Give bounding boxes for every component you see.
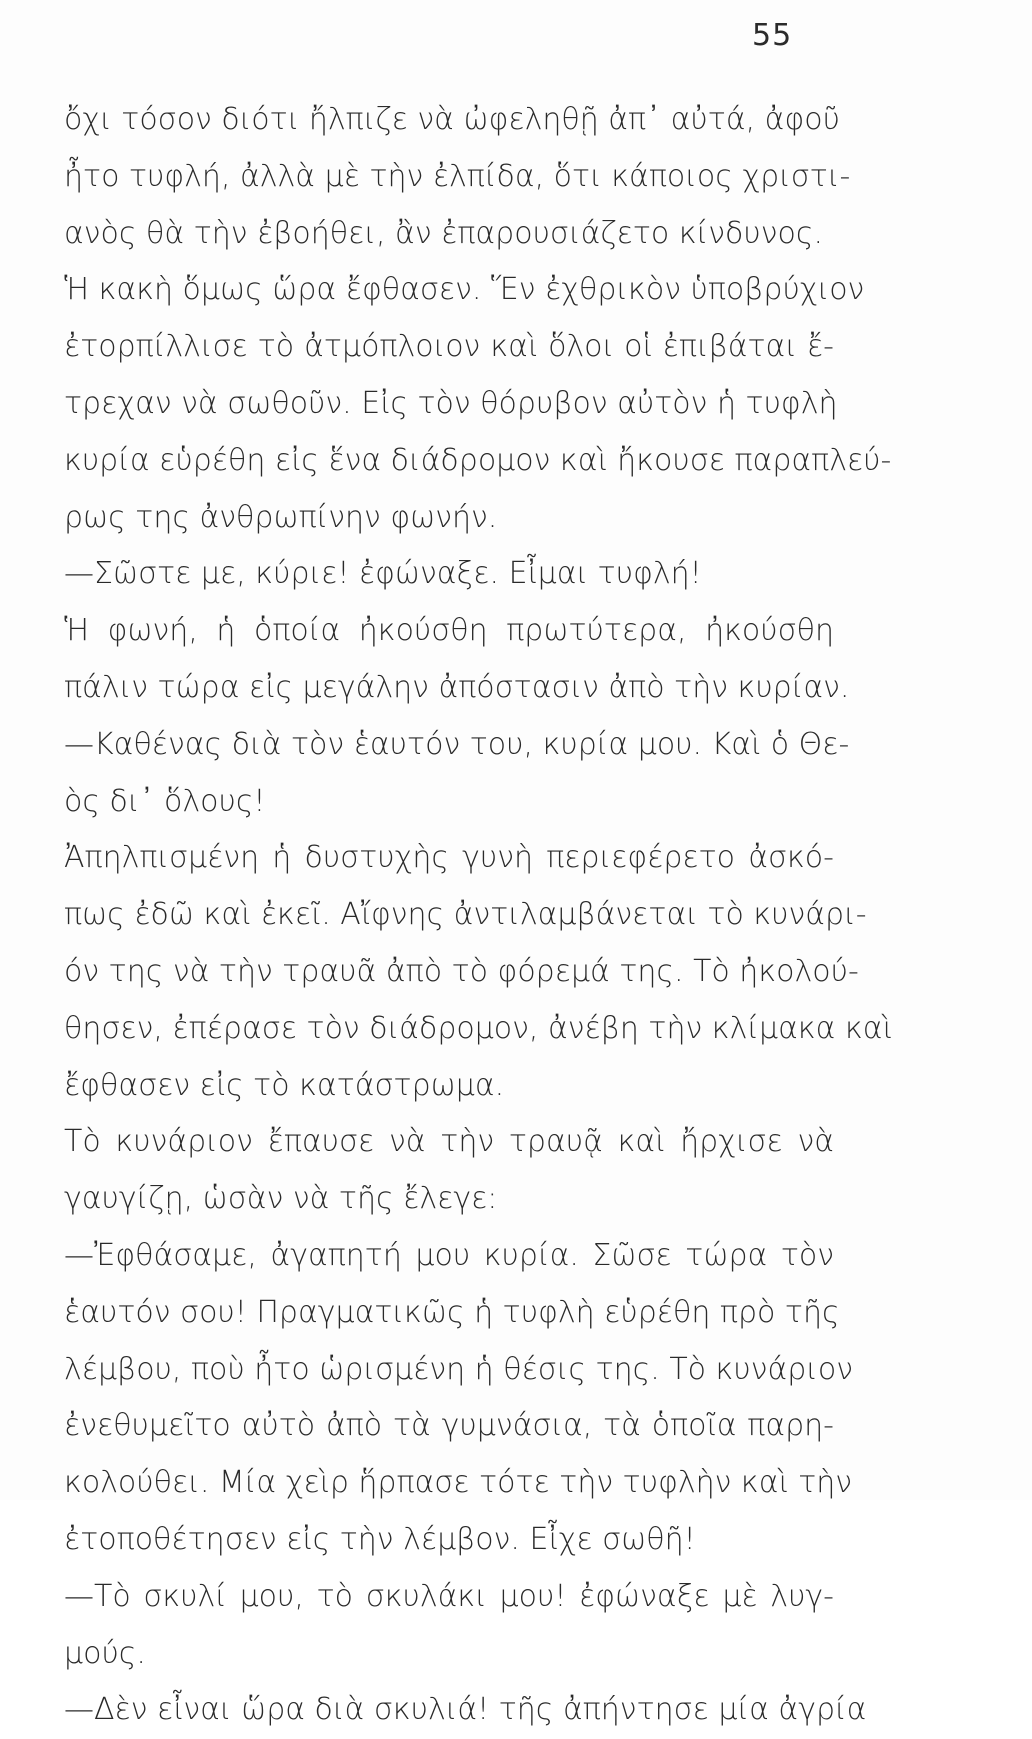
text-line: —Τὸ σκυλί μου, τὸ σκυλάκι μου! ἐφώναξε μὲ λυγ- <box>64 1578 834 1614</box>
text-line: πως ἐδῶ καὶ ἐκεῖ. Αἴφνης ἀντιλαμβάνεται τὸ κυνάρι- <box>64 897 867 933</box>
text-line: θησεν, ἐπέρασε τὸν διάδρομον, ἀνέβη τὴν κλίμακα καὶ <box>64 1010 893 1046</box>
text-line: Ἀπηλπισμένη ἡ δυστυχὴς γυνὴ περιεφέρετο ἀσκό- <box>64 840 834 876</box>
text-line: ὸς δι᾿ ὅλους! <box>64 783 266 819</box>
text-line: —Ἐφθάσαμε, ἀγαπητή μου κυρία. Σῶσε τώρα τὸν <box>64 1237 834 1273</box>
text-line: Ἡ φωνή, ἡ ὁποία ἠκούσθη πρωτύτερα, ἠκούσθη <box>64 613 834 649</box>
text-line: γαυγίζῃ, ὡσὰν νὰ τῆς ἔλεγε: <box>64 1181 498 1217</box>
text-line: κυρία εὑρέθη εἰς ἕνα διάδρομον καὶ ἤκουσε παραπλεύ- <box>64 442 892 478</box>
text-line: πάλιν τώρα εἰς μεγάλην ἀπόστασιν ἀπὸ τὴν κυρίαν. <box>64 669 850 705</box>
text-line: Ἡ κακὴ ὅμως ὥρα ἔφθασεν. Ἕν ἐχθρικὸν ὑποβρύχιον <box>64 272 865 308</box>
text-line: —Δὲν εἶναι ὥρα διὰ σκυλιά! τῆς ἀπήντησε μία ἀγρία <box>64 1692 867 1728</box>
text-line: λέμβου, ποὺ ἦτο ὡρισμένη ἡ θέσις της. Τὸ κυνάριον <box>64 1351 854 1387</box>
text-line: κολούθει. Μία χεὶρ ἥρπασε τότε τὴν τυφλὴν καὶ τὴν <box>64 1465 853 1501</box>
text-line: —Καθένας διὰ τὸν ἑαυτόν του, κυρία μου. Καὶ ὁ Θε- <box>64 726 850 762</box>
text-line: ρως της ἀνθρωπίνην φωνήν. <box>64 499 498 535</box>
body-text <box>64 92 893 1739</box>
text-line: ἑαυτόν σου! Πραγματικῶς ἡ τυφλὴ εὑρέθη πρὸ τῆς <box>64 1294 840 1330</box>
text-line: ἔφθασεν εἰς τὸ κατάστρωμα. <box>64 1067 505 1103</box>
text-line: όν της νὰ τὴν τραυᾶ ἀπὸ τὸ φόρεμά της. Τὸ ἠκολού- <box>64 953 859 989</box>
text-line: —Σῶστε με, κύριε! ἐφώναξε. Εἶμαι τυφλή! <box>64 556 702 592</box>
text-line: ανὸς θὰ τὴν ἐβοήθει, ἂν ἐπαρουσιάζετο κίνδυνος. <box>64 215 823 251</box>
text-line: μούς. <box>64 1635 146 1671</box>
text-line: ὄχι τόσον διότι ἤλπιζε νὰ ὠφεληθῇ ἀπ᾿ αὐτά, ἀφοῦ <box>64 102 840 137</box>
text-line: ἐτορπίλλισε τὸ ἀτμόπλοιον καὶ ὅλοι οἱ ἐπιβάται ἔ- <box>64 329 834 365</box>
text-line: ἐτοποθέτησεν εἰς τὴν λέμβον. Εἶχε σωθῆ! <box>64 1521 696 1557</box>
text-line: Τὸ κυνάριον ἔπαυσε νὰ τὴν τραυᾷ καὶ ἤρχισε νὰ <box>64 1124 834 1160</box>
text-line: τρεχαν νὰ σωθοῦν. Εἰς τὸν θόρυβον αὐτὸν ἡ τυφλὴ <box>64 385 838 421</box>
text-line: ἐνεθυμεῖτο αὐτὸ ἀπὸ τὰ γυμνάσια, τὰ ὁποῖα παρη- <box>64 1408 834 1444</box>
page-number: 55 <box>752 18 793 53</box>
text-line: ἦτο τυφλή, ἀλλὰ μὲ τὴν ἐλπίδα, ὅτι κάποιος χριστι- <box>64 158 851 194</box>
